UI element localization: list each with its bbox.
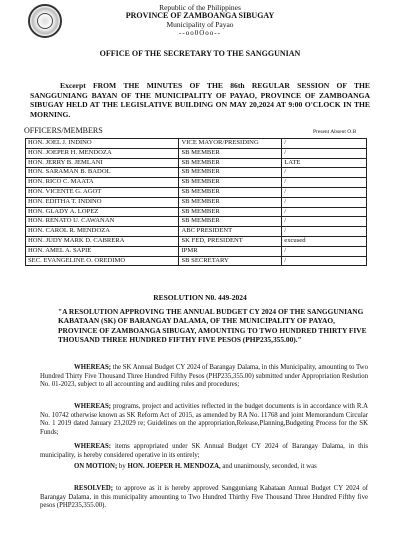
attendance-row <box>26 236 367 246</box>
member-position: VICE MAYOR/PRESIDING <box>179 139 282 149</box>
member-name: HON. EDITHA T. INDINO <box>26 197 179 207</box>
attendance-row <box>26 139 367 149</box>
office-title: OFFICE OF THE SECRETARY TO THE SANGGUNIAN <box>99 49 301 58</box>
member-status: / <box>282 178 367 188</box>
attendance-row <box>26 158 367 168</box>
motion-lead: ON MOTION; <box>74 463 118 470</box>
member-status: / <box>282 217 367 227</box>
motion-by: by <box>117 463 128 470</box>
member-position: SB MEMBER <box>179 187 282 197</box>
whereas-text: the SK Annual Budget CY 2024 of Barangay Dalama, in this Municipality, amounting to Two Hundred Thirty Five Thousand Three Hundred Fifthy Pesos (PHP235,355.00) submitted under Appropriation Reslution No. 01-2023, subject to all accounting and auditing rules and procedures; <box>40 364 368 389</box>
member-status: / <box>282 197 367 207</box>
member-name: HON. JERRY B. JEMLANI <box>26 158 179 168</box>
member-name: HON. JOEPER H. MENDOZA <box>26 148 179 158</box>
attendance-row <box>26 207 367 217</box>
municipality-line: Municipality of Payao <box>166 20 234 29</box>
member-position: SB MEMBER <box>179 197 282 207</box>
attendance-row <box>26 197 367 207</box>
attendance-row <box>26 178 367 188</box>
member-status: / <box>282 246 367 256</box>
attendance-row <box>26 217 367 227</box>
member-position: SB MEMBER <box>179 178 282 188</box>
member-status: excused <box>282 236 367 246</box>
member-status: / <box>282 227 367 237</box>
member-status: / <box>282 207 367 217</box>
attendance-row <box>26 227 367 237</box>
motion-paragraph <box>40 463 368 472</box>
member-status: LATE <box>282 158 367 168</box>
attendance-row <box>26 187 367 197</box>
member-name: HON. AMEL A. SAPIE <box>26 246 179 256</box>
whereas-lead: WHEREAS; <box>74 403 112 410</box>
resolution-title: "A RESOLUTION APPROVING THE ANNUAL BUDGET CY 2024 OF THE SANGGUNIANG KABATAAN (SK) OF BARANGAY DALAMA, OF THE MUNICIPALITY OF PAYAO, PROVINCE OF ZAMBOANGA SIBUGAY, AMOUNTING TO TWO HUNDRED THIRTY FIVE THOUSAND THREE HUNDRED FIFTHY FIVE PESOS (PHP235,355.00)." <box>58 307 367 345</box>
whereas-paragraph-1 <box>40 364 368 390</box>
member-position: IPMR <box>179 246 282 256</box>
resolved-lead: RESOLVED; <box>74 485 114 492</box>
members-title: OFFICERS/MEMBERS <box>24 126 103 135</box>
member-name: HON. JUDY MARK D. CABRERA <box>26 236 179 246</box>
member-position: SB MEMBER <box>179 158 282 168</box>
member-name: HON. CAROL R. MENDOZA <box>26 227 179 237</box>
attendance-row <box>26 168 367 178</box>
whereas-paragraph-2 <box>40 403 368 437</box>
whereas-text: programs, project and activities reflected in the budget documents is in accordance with R.A No. 10742 otherwise known as SK Reform Act of 2015, as amended by RA No. 11768 and joint Memorandum Circular No. 1 2019 dated January 23,2029 re; Guidelines on the appropriation,Release,Planning,Budgeting Process for the SK Funds; <box>40 403 368 436</box>
member-position: ABC PRESIDENT <box>179 227 282 237</box>
member-position: SB MEMBER <box>179 217 282 227</box>
member-name: HON. RENATO U. CAWANAN <box>26 217 179 227</box>
attendance-row <box>26 246 367 256</box>
excerpt-paragraph: Excerpt FROM THE MINUTES OF THE 86th REGULAR SESSION OF THE SANGGUNIANG BAYAN OF THE MUNICIPALITY OF PAYAO, PROVINCE OF ZAMBOANGA SIBUGAY HELD AT THE LEGISLATIVE BUILDING ON MAY 20,2024 AT 9:00 O'CLOCK IN THE MORNING. <box>30 81 370 119</box>
member-status: / <box>282 187 367 197</box>
attendance-row <box>26 256 367 266</box>
attendance-row <box>26 148 367 158</box>
attendance-table <box>25 138 367 266</box>
member-position: SB MEMBER <box>179 168 282 178</box>
member-position: SB MEMBER <box>179 148 282 158</box>
status-header: Present Absent O.B <box>313 129 357 135</box>
member-name: HON. RICO C. MAATA <box>26 178 179 188</box>
member-position: SB MEMBER <box>179 207 282 217</box>
member-status: / <box>282 256 367 266</box>
member-name: HON. SARAMAN B. BADOL <box>26 168 179 178</box>
whereas-paragraph-3 <box>40 443 368 460</box>
whereas-text: items appropriated under SK Annual Budget CY 2024 of Barangay Dalama, in this municipality, is hereby considered operative in its entirely; <box>40 443 368 459</box>
whereas-lead: WHEREAS; <box>74 364 112 371</box>
resolved-paragraph <box>40 485 368 511</box>
header-ornament: --oo0Ooo-- <box>179 29 221 37</box>
member-name: HON. VICENTE G. AGOT <box>26 187 179 197</box>
member-position: SK FED, PRESIDENT <box>179 236 282 246</box>
resolved-text: to approve as it is hereby approved Sangguniang Kabataan Annual Budget CY 2024 of Barangay Dalama, in this municipality amounting to Two Hundred Thirthy Five Thousand Three Hundred Fifthy five pesos (PHP235,355.00). <box>40 485 368 510</box>
member-status: / <box>282 139 367 149</box>
motion-mover: HON. JOEPER H. MENDOZA, <box>127 463 221 470</box>
republic-line: Republic of the Philippines <box>159 3 241 12</box>
member-name: HON. JOEL J. INDINO <box>26 139 179 149</box>
member-position: SB SECRETARY <box>179 256 282 266</box>
member-status: / <box>282 168 367 178</box>
member-status: / <box>282 148 367 158</box>
province-line: PROVINCE OF ZAMBOANGA SIBUGAY <box>125 11 275 20</box>
member-name: SEC. EVANGELINE O. OREDIMO <box>26 256 179 266</box>
whereas-lead: WHEREAS: <box>74 443 112 450</box>
motion-text: and unanimously, seconded, it was <box>220 463 317 470</box>
member-name: HON. GLADY A. LOPEZ <box>26 207 179 217</box>
resolution-number: RESOLUTION N0. 449-2024 <box>153 293 247 302</box>
